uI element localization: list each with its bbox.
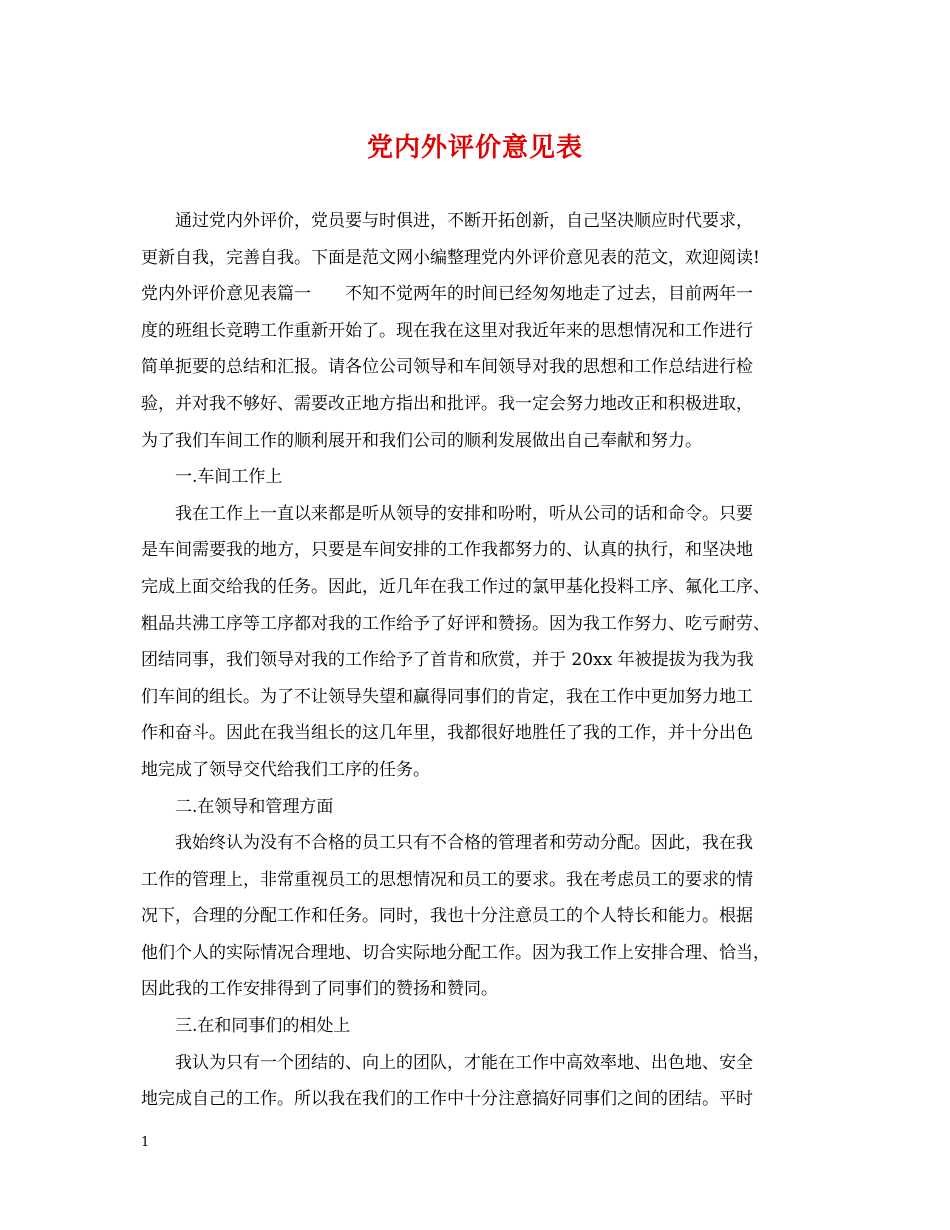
text-line: 地完成了领导交代给我们工序的任务。 — [141, 759, 430, 780]
text-line: 完成上面交给我的任务。因此，近几年在我工作过的氯甲基化投料工序、氟化工序、 — [141, 576, 770, 597]
section-heading: 三.在和同事们的相处上 — [175, 1016, 351, 1037]
page-number: 1 — [141, 1135, 150, 1150]
text-line: 通过党内外评价，党员要与时俱进，不断开拓创新，自己坚决顺应时代要求， — [175, 211, 753, 231]
document-title: 党内外评价意见表 — [366, 133, 583, 163]
text-line: 度的班组长竞聘工作重新开始了。现在我在这里对我近年来的思想情况和工作进行 — [141, 320, 753, 341]
text-line: 地完成自己的工作。所以我在我们的工作中十分注意搞好同事们之间的团结。平时 — [141, 1089, 753, 1110]
text-line: 工作的管理上，非常重视员工的思想情况和员工的要求。我在考虑员工的要求的情 — [141, 869, 753, 890]
text-line: 我认为只有一个团结的、向上的团队，才能在工作中高效率地、出色地、安全 — [175, 1052, 753, 1073]
text-line: 更新自我，完善自我。下面是范文网小编整理党内外评价意见表的范文，欢迎阅读! — [141, 247, 760, 268]
section-heading: 一.车间工作上 — [175, 467, 283, 488]
document-body — [141, 203, 811, 1118]
text-line: 我始终认为没有不合格的员工只有不合格的管理者和劳动分配。因此，我在我 — [175, 833, 753, 854]
text-line: 因此我的工作安排得到了同事们的赞扬和赞同。 — [141, 979, 498, 1000]
text-line: 们车间的组长。为了不让领导失望和赢得同事们的肯定，我在工作中更加努力地工 — [141, 686, 753, 707]
text-line: 团结同事，我们领导对我的工作给予了首肯和欣赏，并于 20xx 年被提拔为我为我 — [141, 650, 754, 671]
text-line: 是车间需要我的地方，只要是车间安排的工作我都努力的、认真的执行，和坚决地 — [141, 540, 753, 561]
text-line: 他们个人的实际情况合理地、切合实际地分配工作。因为我工作上安排合理、恰当， — [141, 942, 770, 963]
text-line: 作和奋斗。因此在我当组长的这几年里，我都很好地胜任了我的工作，并十分出色 — [141, 723, 753, 744]
text-line: 为了我们车间工作的顺利展开和我们公司的顺利发展做出自己奉献和努力。 — [141, 430, 702, 451]
text-line: 粗品共沸工序等工序都对我的工作给予了好评和赞扬。因为我工作努力、吃亏耐劳、 — [141, 613, 770, 634]
text-line: 验，并对我不够好、需要改正地方指出和批评。我一定会努力地改正和积极进取， — [141, 393, 753, 414]
text-line: 况下，合理的分配工作和任务。同时，我也十分注意员工的个人特长和能力。根据 — [141, 906, 753, 927]
text-line: 简单扼要的总结和汇报。请各位公司领导和车间领导对我的思想和工作总结进行检 — [141, 357, 753, 378]
text-line: 我在工作上一直以来都是听从领导的安排和吩咐，听从公司的话和命令。只要 — [175, 503, 753, 524]
section-heading: 二.在领导和管理方面 — [175, 796, 334, 817]
text-line: 党内外评价意见表篇一 不知不觉两年的时间已经匆匆地走了过去，目前两年一 — [141, 284, 753, 305]
